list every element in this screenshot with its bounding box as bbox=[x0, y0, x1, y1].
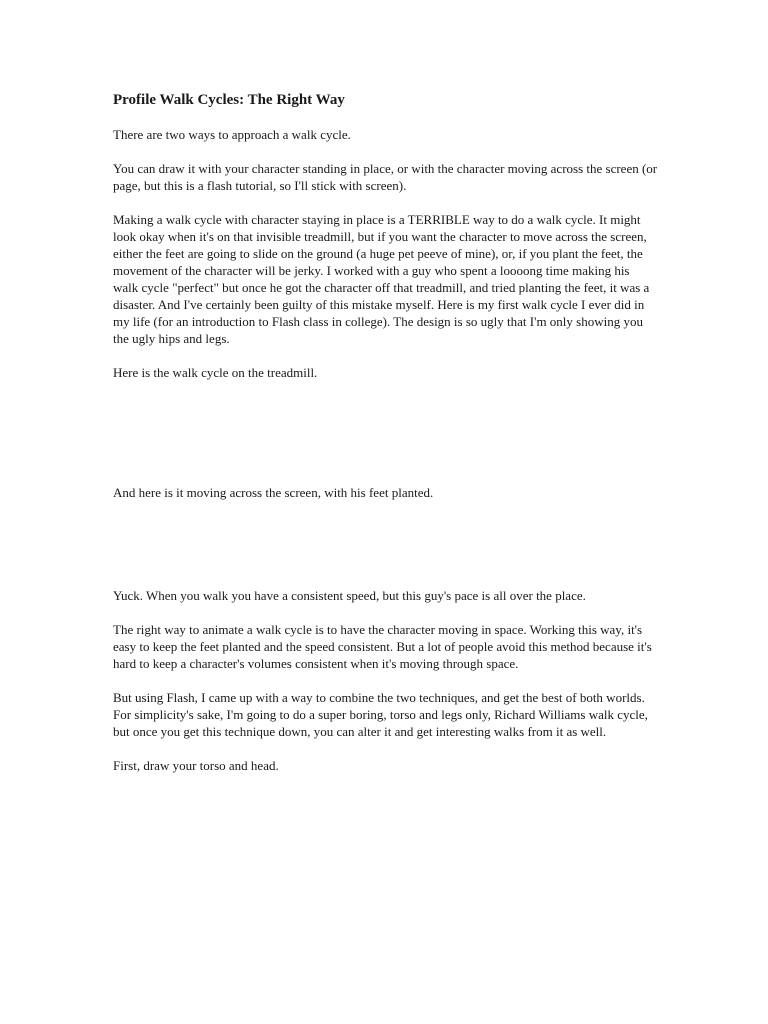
paragraph-yuck: Yuck. When you walk you have a consistent speed, but this guy's pace is all over the place. bbox=[113, 588, 586, 603]
paragraph-first-step: First, draw your torso and head. bbox=[113, 758, 279, 773]
paragraph-using-flash: But using Flash, I came up with a way to combine the two techniques, and get the best of both worlds. For simplicity's sake, I'm going to do a super boring, torso and legs only, Richard Williams walk cycle, but once you get this technique down, you can alter it and get interesting walks from it as well. bbox=[113, 690, 648, 739]
embedded-animation-placeholder bbox=[113, 398, 658, 484]
paragraph-treadmill-problem: Making a walk cycle with character staying in place is a TERRIBLE way to do a walk cycle. It might look okay when it's on that invisible treadmill, but if you want the character to move across the screen, either the feet are going to slide on the ground (a huge pet peeve of mine), or, if you plant the feet, the movement of the character will be jerky. I worked with a guy who spent a loooong time making his walk cycle "perfect" but once he got the character off that treadmill, and tried planting the feet, it was a disaster. And I've certainly been guilty of this mistake myself. Here is my first walk cycle I ever did in my life (for an introduction to Flash class in college). The design is so ugly that I'm only showing you the ugly hips and legs. bbox=[113, 212, 650, 346]
paragraph-two-ways: You can draw it with your character standing in place, or with the character moving across the screen (or page, but this is a flash tutorial, so I'll stick with screen). bbox=[113, 161, 658, 193]
paragraph-moving-caption: And here is it moving across the screen, with his feet planted. bbox=[113, 485, 434, 500]
paragraph-intro: There are two ways to approach a walk cycle. bbox=[113, 127, 351, 142]
document-page bbox=[113, 90, 658, 791]
paragraph-right-way: The right way to animate a walk cycle is to have the character moving in space. Working this way, it's easy to keep the feet planted and the speed consistent. But a lot of people avoid this method because it's hard to keep a character's volumes consistent when it's moving through space. bbox=[113, 622, 652, 671]
document-title: Profile Walk Cycles: The Right Way bbox=[113, 92, 345, 108]
embedded-animation-placeholder bbox=[113, 518, 658, 587]
paragraph-treadmill-caption: Here is the walk cycle on the treadmill. bbox=[113, 365, 318, 380]
